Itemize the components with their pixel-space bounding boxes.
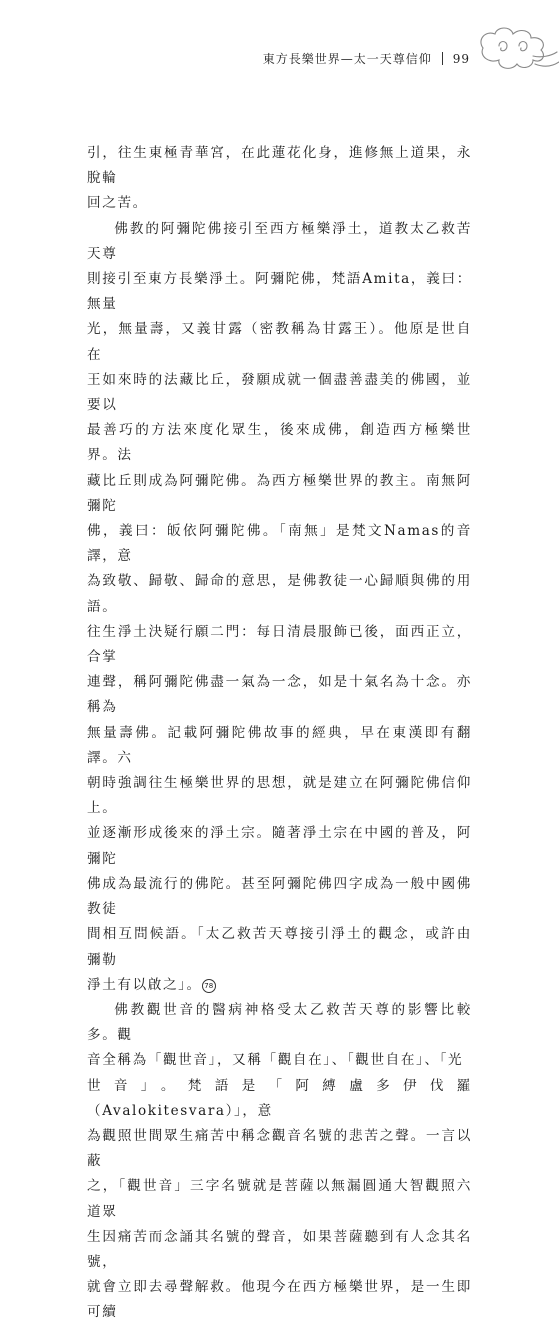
paragraph-3: 佛教觀世音的醫病神格受太乙救苦天尊的影響比較多。觀 音全稱為「觀世音」，又稱「觀自在」、「觀世自在」、「光 世音」。梵語是「阿縛盧多伊伐羅（Avalokitesvara）」，意 為觀照世間眾生痛苦中稱念觀音名號的悲苦之聲。一言以蔽 之，「觀世音」三字名號就是菩薩以無漏圓通大智觀照六道眾 生因痛苦而念誦其名號的聲音，如果菩薩聽到有人念其名號， 就會立即去尋聲解救。他現今在西方極樂世界，是一生即可續 (87, 1001, 472, 1321)
header-divider (442, 52, 443, 65)
cloud-ornament-icon (475, 26, 559, 82)
body-text (87, 141, 472, 1326)
running-header (0, 50, 470, 67)
running-title: 東方長樂世界—太一天尊信仰 (262, 52, 432, 66)
paragraph-2-text: 佛教的阿彌陀佛接引至西方極樂淨土，道教太乙救苦天尊 則接引至東方長樂淨土。阿彌陀佛，梵語Amita，義曰：無量 光，無量壽，又義甘露（密教稱為甘露王）。他原是世自在 王如來時的法藏比丘，發願成就一個盡善盡美的佛國，並要以 最善巧的方法來度化眾生，後來成佛，創造西方極樂世界。法 藏比丘則成為阿彌陀佛。為西方極樂世界的教主。南無阿彌陀 佛，義曰：皈依阿彌陀佛。「南無」是梵文Namas的音譯，意 為致敬、歸敬、歸命的意思，是佛教徒一心歸順與佛的用語。 往生淨土決疑行願二門：每日清晨服飾已後，面西正立，合掌 連聲，稱阿彌陀佛盡一氣為一念，如是十氣名為十念。亦稱為 無量壽佛。記載阿彌陀佛故事的經典，早在東漢即有翻譯。六 朝時強調往生極樂世界的思想，就是建立在阿彌陀佛信仰上。 並逐漸形成後來的淨土宗。隨著淨土宗在中國的普及，阿彌陀 佛成為最流行的佛陀。甚至阿彌陀佛四字成為一般中國佛教徒 間相互問候語。「太乙救苦天尊接引淨土的觀念，或許由彌勒 淨土有以啟之」。 (87, 220, 472, 993)
footnote-marker[interactable]: 78 (202, 979, 216, 993)
paragraph-1: 引，往生東極青華宮，在此蓮花化身，進修無上道果，永脫輪 回之苦。 (87, 145, 472, 212)
paragraph-2 (87, 217, 472, 998)
page-number: 99 (452, 52, 470, 66)
